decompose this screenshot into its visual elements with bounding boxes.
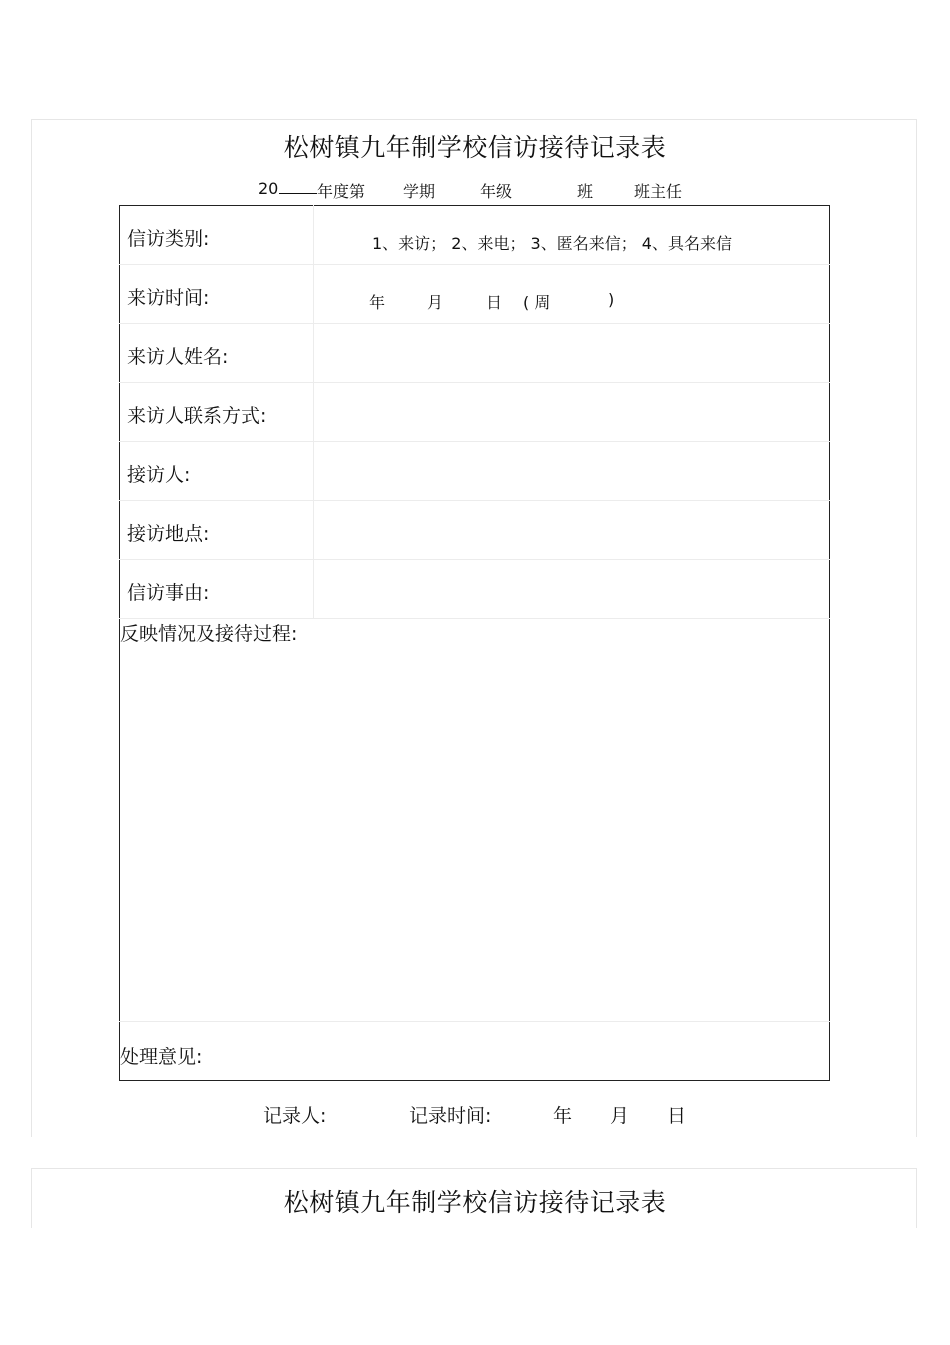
- reason-label: 信访事由:: [120, 560, 314, 619]
- time-week-close: ): [608, 290, 615, 309]
- footer-month: 月: [610, 1105, 630, 1127]
- category-cell[interactable]: [314, 206, 830, 265]
- grade-label: 年级: [480, 182, 513, 201]
- process-label: 反映情况及接待过程:: [120, 623, 298, 645]
- time-week-open: ( 周: [523, 293, 551, 312]
- contact-label: 来访人联系方式:: [120, 383, 314, 442]
- time-label: 来访时间:: [120, 265, 314, 324]
- record-table: [119, 205, 830, 1081]
- category-options: 1、来访； 2、来电； 3、匿名来信； 4、具名来信: [372, 234, 732, 253]
- row-reason: [120, 560, 830, 619]
- time-fields: [314, 265, 829, 320]
- row-category: [120, 206, 830, 265]
- name-label: 来访人姓名:: [120, 324, 314, 383]
- second-page-title: 松树镇九年制学校信访接待记录表: [283, 1188, 667, 1217]
- row-receiver: [120, 442, 830, 501]
- record-time-label: 记录时间:: [409, 1105, 492, 1127]
- category-label: 信访类别:: [120, 206, 314, 265]
- year-suffix: 年度第: [317, 182, 366, 201]
- opinion-cell[interactable]: [120, 1022, 830, 1081]
- receiver-cell[interactable]: [314, 442, 830, 501]
- row-time: [120, 265, 830, 324]
- time-year: 年: [369, 293, 386, 312]
- row-contact: [120, 383, 830, 442]
- footer-day: 日: [667, 1105, 687, 1127]
- process-cell[interactable]: [120, 619, 830, 1022]
- time-day: 日: [486, 293, 503, 312]
- form-title: 松树镇九年制学校信访接待记录表: [283, 133, 667, 162]
- row-name: [120, 324, 830, 383]
- row-opinion: [120, 1022, 830, 1081]
- place-cell[interactable]: [314, 501, 830, 560]
- year-prefix: 20: [258, 179, 279, 198]
- opinion-label: 处理意见:: [120, 1046, 203, 1068]
- place-label: 接访地点:: [120, 501, 314, 560]
- footer-year: 年: [553, 1105, 573, 1127]
- name-cell[interactable]: [314, 324, 830, 383]
- class-label: 班: [577, 182, 594, 201]
- teacher-label: 班主任: [634, 182, 683, 201]
- reason-cell[interactable]: [314, 560, 830, 619]
- time-month: 月: [427, 293, 444, 312]
- year-blank[interactable]: [279, 179, 317, 198]
- row-process: [120, 619, 830, 1022]
- receiver-label: 接访人:: [120, 442, 314, 501]
- semester-label: 学期: [403, 182, 436, 201]
- row-place: [120, 501, 830, 560]
- contact-cell[interactable]: [314, 383, 830, 442]
- recorder-label: 记录人:: [263, 1105, 327, 1127]
- time-cell[interactable]: [314, 265, 830, 324]
